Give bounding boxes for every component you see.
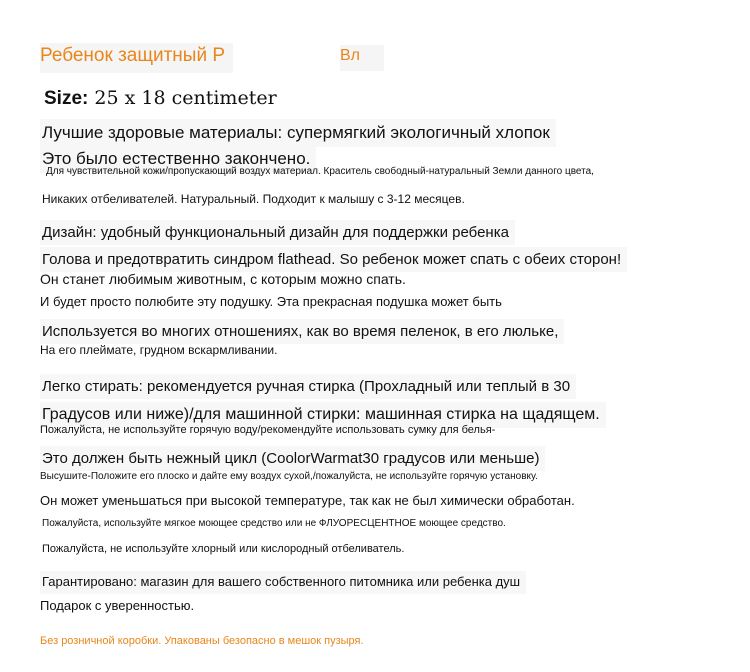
- description-line: Подарок с уверенностью.: [40, 598, 195, 613]
- description-line: Легко стирать: рекомендуется ручная стирка (Прохладный или теплый в 30: [40, 374, 576, 399]
- description-line: Пожалуйста, используйте мягкое моющее средство или не ФЛУОРЕСЦЕНТНОЕ моющее средство.: [42, 518, 506, 529]
- size-label: Size:: [44, 88, 89, 109]
- product-title: Ребенок защитный Р: [40, 43, 233, 73]
- description-line: На его плеймате, грудном вскармливании.: [40, 343, 278, 357]
- description-line: И будет просто полюбите эту подушку. Эта прекрасная подушка может быть: [40, 294, 502, 309]
- description-line: Это должен быть нежный цикл (CoolorWarmat30 градусов или меньше): [40, 446, 545, 471]
- packaging-note: Без розничной коробки. Упакованы безопасно в мешок пузыря.: [40, 635, 364, 647]
- description-line: Для чувствительной кожи/пропускающий воздух материал. Краситель свободный-натуральный Земли данного цвета,: [46, 166, 594, 177]
- description-line: Никаких отбеливателей. Натуральный. Подходит к малышу с 3-12 месяцев.: [42, 192, 465, 206]
- size-value: 25 x 18 centimeter: [94, 87, 277, 109]
- description-line: Градусов или ниже)/для машинной стирки: машинная стирка на щадящем.: [40, 402, 606, 428]
- description-line: Гарантировано: магазин для вашего собственного питомника или ребенка душ: [40, 571, 526, 594]
- description-line: Высушите-Положите его плоско и дайте ему воздух сухой,/пожалуйста, не используйте горячую установку.: [40, 471, 538, 482]
- description-line: Голова и предотвратить синдром flathead. So ребенок может спать с обеих сторон!: [40, 247, 627, 272]
- product-title-suffix: Вл: [340, 45, 384, 71]
- description-line: Пожалуйста, не используйте хлорный или кислородный отбеливатель.: [42, 543, 405, 555]
- size-row: [44, 88, 277, 110]
- description-line: Пожалуйста, не используйте горячую воду/рекомендуйте использовать сумку для белья-: [40, 424, 496, 436]
- description-line: Это было естественно закончено.: [40, 145, 316, 173]
- description-line: Он может уменьшаться при высокой температуре, так как не был химически обработан.: [40, 493, 575, 508]
- description-line: Лучшие здоровые материалы: супермягкий экологичный хлопок: [40, 119, 556, 147]
- description-line: Дизайн: удобный функциональный дизайн для поддержки ребенка: [40, 220, 515, 245]
- description-line: Используется во многих отношениях, как во время пеленок, в его люльке,: [40, 319, 564, 344]
- description-line: Он станет любимым животным, с которым можно спать.: [40, 271, 406, 287]
